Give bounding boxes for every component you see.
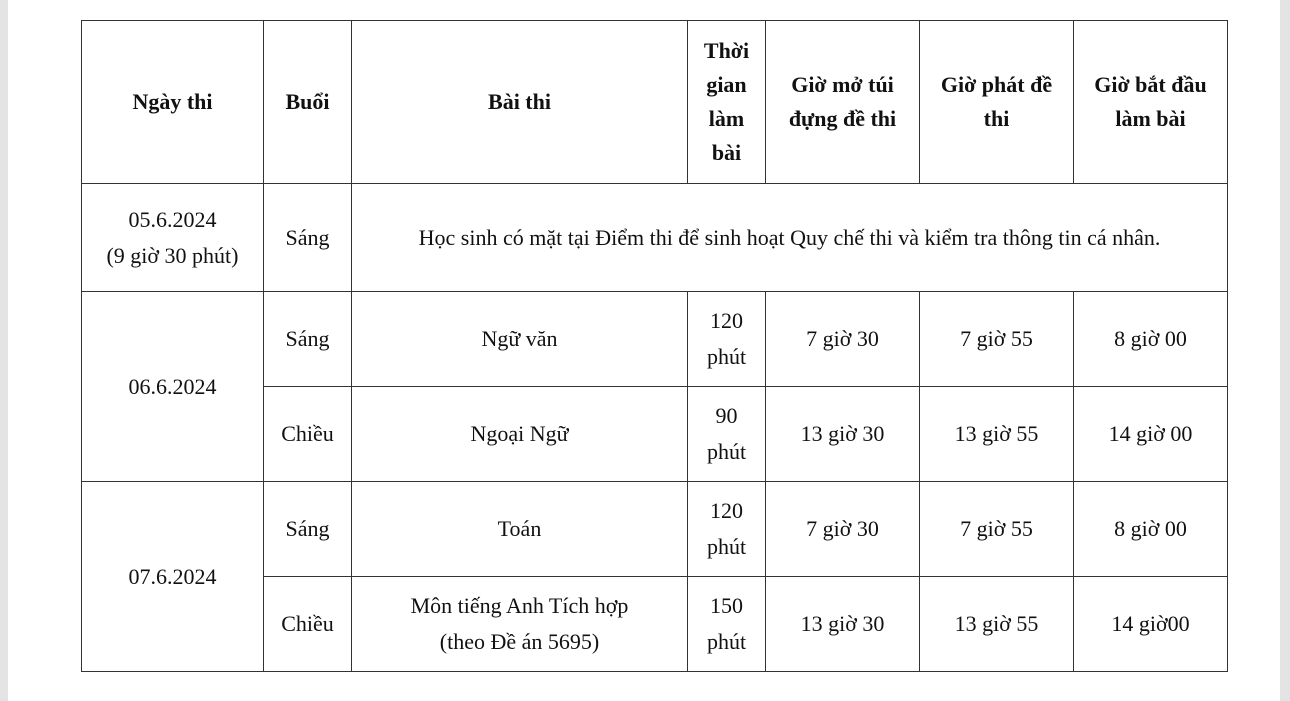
issue-time-cell: 13 giờ 55 [920, 577, 1074, 672]
time: (9 giờ 30 phút) [106, 242, 239, 268]
session-cell: Chiều [264, 577, 352, 672]
session-cell: Sáng [264, 292, 352, 387]
open-time-cell: 13 giờ 30 [766, 387, 920, 482]
subject-cell: Toán [352, 482, 688, 577]
session-cell: Chiều [264, 387, 352, 482]
date: 05.6.2024 [128, 206, 217, 232]
note-cell: Học sinh có mặt tại Điểm thi để sinh hoạt Quy chế thi và kiểm tra thông tin cá nhân. [352, 184, 1228, 292]
start-time-cell: 14 giờ 00 [1074, 387, 1228, 482]
issue-time-cell: 13 giờ 55 [920, 387, 1074, 482]
start-time-cell: 14 giờ00 [1074, 577, 1228, 672]
duration: 120 [710, 308, 743, 333]
duration-cell [688, 387, 766, 482]
date-cell [82, 184, 264, 292]
header-session: Buổi [264, 21, 352, 184]
subject-cell: Ngoại Ngữ [352, 387, 688, 482]
subject-note: (theo Đề án 5695) [439, 629, 600, 654]
session-cell: Sáng [264, 184, 352, 292]
subject-cell: Ngữ văn [352, 292, 688, 387]
header-row [82, 21, 1228, 184]
header-duration: Thời gian làm bài [688, 21, 766, 184]
start-time-cell: 8 giờ 00 [1074, 482, 1228, 577]
date-cell: 07.6.2024 [82, 482, 264, 672]
duration-cell [688, 292, 766, 387]
open-time-cell: 7 giờ 30 [766, 292, 920, 387]
unit: phút [706, 344, 747, 369]
duration-cell [688, 482, 766, 577]
start-time-cell: 8 giờ 00 [1074, 292, 1228, 387]
unit: phút [706, 629, 747, 654]
open-time-cell: 7 giờ 30 [766, 482, 920, 577]
duration-cell [688, 577, 766, 672]
duration: 90 [715, 403, 738, 428]
duration: 150 [710, 593, 743, 618]
table-row [82, 184, 1228, 292]
header-subject: Bài thi [352, 21, 688, 184]
header-start-time: Giờ bắt đầu làm bài [1074, 21, 1228, 184]
header-issue-time: Giờ phát đề thi [920, 21, 1074, 184]
table-row [82, 292, 1228, 387]
date-cell: 06.6.2024 [82, 292, 264, 482]
session-cell: Sáng [264, 482, 352, 577]
issue-time-cell: 7 giờ 55 [920, 482, 1074, 577]
open-time-cell: 13 giờ 30 [766, 577, 920, 672]
duration: 120 [710, 498, 743, 523]
unit: phút [706, 534, 747, 559]
issue-time-cell: 7 giờ 55 [920, 292, 1074, 387]
subject: Môn tiếng Anh Tích hợp [410, 593, 629, 618]
header-date: Ngày thi [82, 21, 264, 184]
exam-schedule-table [81, 20, 1228, 672]
unit: phút [706, 439, 747, 464]
table-row [82, 482, 1228, 577]
subject-cell [352, 577, 688, 672]
header-open-time: Giờ mở túi đựng đề thi [766, 21, 920, 184]
